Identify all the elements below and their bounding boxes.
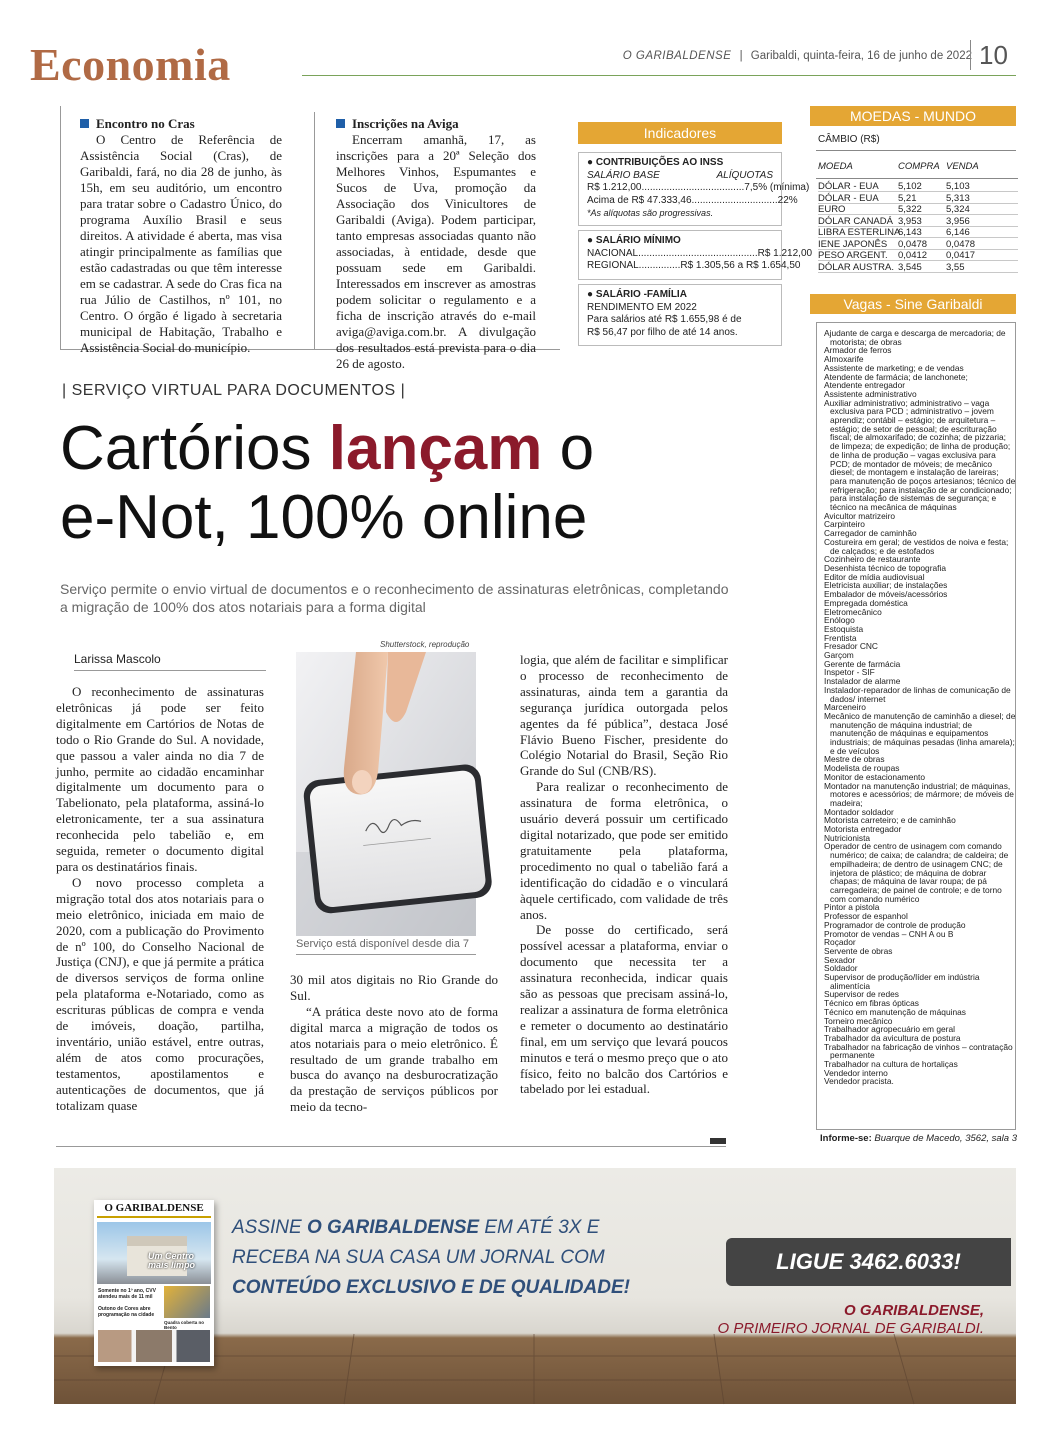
article-paragraph: 30 mil atos digitais no Rio Grande do Sul.	[290, 972, 498, 1003]
inss-col2: ALÍQUOTAS	[716, 169, 773, 181]
vaga-item: Eletricista auxiliar; de instalações	[824, 580, 948, 591]
thumb-teaser-3: Quadra coberta no Bento	[164, 1320, 205, 1330]
article-kicker: | SERVIÇO VIRTUAL PARA DOCUMENTOS |	[62, 382, 406, 399]
sf-line1: RENDIMENTO EM 2022	[587, 301, 697, 313]
vaga-item: Costureira em geral; de vestidos de noiva e festa; de calçados; e de estofados	[824, 536, 1009, 556]
vaga-item: Motorista carreteiro; e de caminhão	[824, 815, 956, 826]
currency-name: PESO ARGENT.	[818, 250, 888, 261]
square-bullet-icon	[336, 119, 345, 128]
currency-sell: 6,146	[946, 227, 970, 238]
vaga-item: Marceneiro	[824, 702, 866, 713]
vaga-item: Assistente administrativo	[824, 388, 917, 399]
vaga-item: Almoxarife	[824, 354, 864, 365]
currency-buy: 3,953	[898, 215, 922, 227]
currency-name: LIBRA ESTERLINA	[818, 227, 901, 238]
author-rule	[74, 670, 266, 671]
article-paragraph: logia, que além de facilitar e simplificar o processo de reconhecimento de assinaturas, ainda tem a garantia da segurança jurídica outorgada pelos agentes da fé pública”, destaca José Flávio Bueno Fischer, presidente do Colégio Notarial do Brasil, Seção Rio Grande do Sul (CNB/RS).	[520, 652, 728, 779]
currency-buy: 6,143	[898, 227, 922, 238]
vaga-item: Enólogo	[824, 615, 855, 626]
currency-buy: 0,0478	[898, 238, 928, 250]
currency-buy: 5,322	[898, 204, 922, 215]
inss-row1-right: 7,5% (mínima)	[744, 182, 810, 194]
vaga-item: Cozinheiro de restaurante	[824, 554, 921, 565]
ad-slogan	[704, 1302, 984, 1338]
article-lead: Serviço permite o envio virtual de documentos e o reconhecimento de assinaturas eletrônicas, completando a migração de 100% dos atos notariais para a forma digital	[60, 581, 729, 615]
inss-row1-left: R$ 1.212,00.....................................	[587, 182, 745, 194]
salario-minimo-box	[578, 230, 813, 280]
ad-line-3: CONTEÚDO EXCLUSIVO E DE QUALIDADE!	[232, 1277, 630, 1298]
moedas-header-rule	[816, 178, 1018, 179]
article-paragraph: De posse do certificado, será possível acessar a plataforma, enviar o documento que necessita ter a assinatura reconhecida, indicar quais são as pessoas que precisam assiná-lo, realizar a assinatura de forma eletrônica e remeter o documento ao destinatário final, em um serviço que levará poucos minutos e terá o mesmo preço que o ato físico, feito no balcão dos Cartórios e tabelado por lei estadual.	[520, 922, 728, 1097]
vaga-item: Pintor a pistola	[824, 902, 880, 913]
vaga-item: Monitor de estacionamento	[824, 771, 926, 782]
vaga-item: Supervisor de produção/líder em indústria alimentícia	[824, 972, 980, 991]
vaga-item: Armador de ferros	[824, 345, 892, 356]
vaga-item: Professor de espanhol	[824, 911, 908, 922]
header-meta	[600, 50, 972, 62]
currency-sell: 0,0417	[946, 250, 976, 261]
inss-row2-right: 22%	[777, 194, 798, 206]
thumb-photos-row	[98, 1330, 210, 1362]
currency-buy: 5,102	[898, 181, 922, 192]
sf-line2: Para salários até R$ 1.655,98 é de	[587, 314, 742, 326]
note-cras-text: O Centro de Referência de Assistência Social (Cras), de Garibaldi, fará, no dia 28 de junho, às 15h, em seu auditório, um encontro para tratar sobre o Cadastro Único, do programa Auxílio Brasil e seus direitos. A atividade é aberta, mas visa atingir principalmente as famílias que estão cadastradas ou que têm interesse em se cadastrar. A sede do Cras fica na rua Júlio de Castilhos, nº 101, no Centro. O órgão é ligado à secretaria municipal de Habitação, Trabalho e Assistência Social do município.	[80, 132, 282, 355]
currency-sell: 5,324	[946, 204, 970, 215]
vaga-item: Sexador	[824, 954, 856, 965]
vagas-footer-label: Informe-se:	[820, 1133, 872, 1144]
dateline: Garibaldi, quinta-feira, 16 de junho de 2022	[750, 50, 972, 62]
inss-note: *As alíquotas são progressivas.	[587, 208, 714, 219]
article-column-3	[520, 652, 728, 1097]
headline-line2: e-Not, 100% online	[60, 483, 588, 552]
currency-name: DÓLAR - EUA	[818, 181, 879, 192]
currency-row	[818, 193, 1018, 204]
vaga-item: Técnico em manutenção de máquinas	[824, 1006, 966, 1017]
ad-line-1: ASSINE O GARIBALDENSE EM ATÉ 3X E	[232, 1217, 600, 1238]
moedas-panel	[810, 106, 1016, 275]
vaga-item: Montador na manutenção industrial; de máquinas, motores e acessórios; de mármore; de móveis de madeira;	[824, 780, 1014, 808]
vaga-item: Roçador	[824, 937, 856, 948]
vagas-list	[824, 329, 1016, 1086]
article-rule	[56, 1146, 726, 1147]
vaga-item: Fresador CNC	[824, 641, 878, 652]
vaga-item: Inspetor - SIF	[824, 667, 875, 678]
currency-name: DÓLAR AUSTRA.	[818, 261, 895, 273]
article-author: Larissa Mascolo	[74, 652, 161, 666]
phone-hand-illustration	[296, 652, 476, 936]
vaga-item: Auxiliar administrativo; administrativo – vaga exclusiva para PCD ; administrativo – jovem aprendiz; contábil – estágio; de arquitetura – estágio; de setor de pessoal; de escrituração fiscal; de almoxarifado; de cozinha; de pizzaria; de limpeza; de expedição; de linha de produção; de linha de produção – vagas exclusiva para PCD; de montador de móveis; de mecânico diesel; de montagem e instalação de lareiras; para manutenção de poços artesianos; técnico de refrigeração; para instalação de ar condicionado; para instalação de sistemas de segurança; e técnico na mecânica de máquinas	[824, 397, 1016, 513]
currency-row	[818, 204, 1018, 215]
inss-col1: SALÁRIO BASE	[587, 169, 660, 181]
currency-name: EURO	[818, 204, 846, 215]
ad-line-2: RECEBA NA SUA CASA UM JORNAL COM	[232, 1247, 605, 1268]
vaga-item: Desenhista técnico de topografia	[824, 562, 946, 573]
notes-divider	[314, 112, 315, 350]
sf-line3: R$ 56,47 por filho de até 14 anos.	[587, 326, 738, 338]
square-bullet-icon	[80, 119, 89, 128]
photo-credit: Shutterstock, reprodução	[380, 640, 470, 649]
ad-slogan-1: O GARIBALDENSE,	[843, 1302, 984, 1319]
vaga-item: Eletromecânico	[824, 606, 882, 617]
vaga-item: Montador soldador	[824, 806, 894, 817]
vaga-item: Técnico em fibras ópticas	[824, 998, 919, 1009]
vaga-item: Trabalhador da avicultura de postura	[824, 1032, 961, 1043]
currency-name: IENE JAPONÊS	[818, 238, 888, 250]
vagas-footer-text: Buarque de Macedo, 3562, sala 3	[874, 1133, 1017, 1144]
currency-row	[818, 227, 1018, 238]
salario-familia-box	[578, 284, 782, 346]
thumb-masthead: O GARIBALDENSE	[104, 1202, 204, 1214]
indicadores-title: Indicadores	[578, 122, 782, 144]
ad-slogan-2: O PRIMEIRO JORNAL DE GARIBALDI.	[717, 1320, 984, 1337]
salario-familia-heading: ● SALÁRIO -FAMÍLIA	[587, 289, 687, 300]
vaga-item: Instalador de alarme	[824, 676, 901, 687]
indicadores-panel	[578, 122, 813, 346]
salario-minimo-heading: ● SALÁRIO MÍNIMO	[587, 235, 681, 246]
vaga-item: Torneiro mecânico	[824, 1015, 893, 1026]
vaga-item: Nutricionista	[824, 832, 871, 843]
article-end-mark	[710, 1138, 726, 1144]
article-headline	[60, 414, 760, 552]
currency-sell: 3,55	[946, 261, 965, 273]
vaga-item: Frentista	[824, 632, 857, 643]
inss-row2-left: Acima de R$ 47.333,46...............................	[587, 194, 778, 206]
vaga-item: Empregada doméstica	[824, 597, 908, 608]
vaga-item: Soldador	[824, 963, 858, 974]
header-separator: |	[739, 50, 743, 62]
newspaper-name: O GARIBALDENSE	[622, 50, 732, 62]
vaga-item: Estoquista	[824, 623, 864, 634]
note-cras-title: Encontro no Cras	[80, 116, 282, 132]
header-rule	[302, 75, 1016, 76]
article-paragraph: “A prática deste novo ato de forma digital marca a migração de todos os atos notariais para o meio eletrônico. É resultado de um grande trabalho em busca do avanço na desburocratização da prestação de serviços públicos por meio da tecno-	[290, 1003, 498, 1115]
vaga-item: Modelista de roupas	[824, 763, 900, 774]
vaga-item: Trabalhador na cultura de hortaliças	[824, 1059, 958, 1070]
headline-part-b: o	[542, 414, 595, 483]
vaga-item: Trabalhador agropecuário em geral	[824, 1024, 955, 1035]
vaga-item: Promotor de vendas – CNH A ou B	[824, 928, 954, 939]
vagas-footer	[820, 1133, 1020, 1144]
vaga-item: Garçom	[824, 650, 854, 661]
moedas-header-row: MOEDA COMPRA VENDA	[818, 161, 979, 172]
vaga-item: Servente de obras	[824, 945, 893, 956]
currency-row	[818, 239, 1018, 250]
subscription-ad	[54, 1168, 1016, 1404]
article-photo	[296, 652, 476, 936]
currency-buy: 3,545	[898, 261, 922, 273]
article-paragraph: Para realizar o reconhecimento de assinatura de forma eletrônica, o usuário deverá possuir um certificado digital notarizado, que pode ser emitido gratuitamente pela plataforma, procedimento no qual o tabelião fará a identificação do cidadão e o vinculará àquele certificado, com validade de três anos.	[520, 779, 728, 922]
sm-row2-left: REGIONAL...............	[587, 260, 681, 272]
section-title: Economia	[30, 39, 231, 90]
thumb-teaser-1: Somente no 1º ano, CVV atendeu mais de 11 mil	[98, 1288, 156, 1300]
vaga-item: Instalador-reparador de linhas de comunicação de dados/ internet	[824, 684, 1011, 704]
article-column-2	[290, 972, 498, 1115]
vaga-item: Trabalhador na fabricação de vinhos – contratação permanente	[824, 1041, 1013, 1061]
thumb-teaser-2: Outono de Cores abre programação na cidade	[98, 1306, 155, 1318]
currency-sell: 3,956	[946, 215, 970, 227]
currency-sell: 5,313	[946, 192, 970, 204]
vaga-item: Motorista entregador	[824, 824, 902, 835]
vaga-item: Mecânico de manutenção de caminhão a diesel; de manutenção de máquina industrial; de manutenção de máquinas e equipamentos industriais; de máquinas pesadas (linha amarela); e de veículos	[824, 710, 1016, 756]
moedas-title: MOEDAS - MUNDO	[810, 106, 1016, 126]
currency-buy: 0,0412	[898, 250, 928, 261]
headline-part-a: Cartórios	[60, 414, 329, 483]
currency-sell: 0,0478	[946, 238, 976, 250]
moedas-table	[818, 151, 1016, 275]
vaga-item: Assistente de marketing; e de vendas	[824, 362, 964, 373]
note-aviga-text: Encerram amanhã, 17, as inscrições para a 20ª Seleção dos Melhores Vinhos, Espumantes e Sucos de Uva, promoção da Associação dos Vinicultores de Garibaldi (Aviga). Podem participar, tanto empresas associadas quanto não associadas, à entidade, desde que possuam sede em Garibaldi. Interessados em inscrever as amostras podem solicitar o regulamento e a ficha de inscrição através do e-mail aviga@aviga.com.br. A divulgação dos resultados está prevista para o dia 26 de agosto.	[336, 132, 536, 371]
currency-name: DÓLAR CANADÁ	[818, 215, 893, 227]
phone-box	[726, 1238, 1011, 1286]
vagas-panel	[810, 294, 1016, 314]
page-number: 10	[970, 40, 1008, 70]
headline-highlight: lançam	[328, 414, 543, 483]
photo-caption: Serviço está disponível desde dia 7	[296, 938, 470, 950]
currency-row	[818, 181, 1018, 192]
thumb-rule	[97, 1216, 211, 1218]
vaga-item: Operador de centro de usinagem com comando numérico; de caixa; de calandra; de caldeira; de empilhadeira; de dentro de usinagem CNC; de injetora de plástico; de máquina de dobrar chapas; de máquina de lavar roupa; de pá carregadeira; de painel de controle; e de torno com comando numérico	[824, 841, 1009, 904]
thumb-headline: Um Centro mais limpo	[148, 1251, 196, 1270]
vaga-item: Mestre de obras	[824, 754, 885, 765]
sm-row1-left: NACIONAL...........................................	[587, 247, 758, 259]
article-paragraph: O reconhecimento de assinaturas eletrônicas já pode ser feito digitalmente em Cartórios de Notas de todo o Rio Grande do Sul. A novidade, que passou a valer ainda no dia 7 de junho, permite ao cidadão encaminhar digitalmente um documento para o Tabelionato, pela plataforma, assiná-lo eletronicamente, ter a sua assinatura reconhecida pelo tabelião e, em seguida, remeter o documento digital para os destinatários finais.	[56, 684, 264, 874]
currency-sell: 5,103	[946, 181, 970, 192]
currency-name: DÓLAR - EUA	[818, 192, 879, 204]
vaga-item: Programador de controle de produção	[824, 919, 966, 930]
vaga-item: Vendedor pracista.	[824, 1076, 894, 1087]
vaga-item: Vendedor interno	[824, 1067, 888, 1078]
vaga-item: Carpinteiro	[824, 519, 865, 530]
vaga-item: Gerente de farmácia	[824, 658, 901, 669]
currency-row	[818, 250, 1018, 261]
inss-heading: ● CONTRIBUIÇÕES AO INSS	[587, 157, 724, 168]
vaga-item: Embalador de móveis/acessórios	[824, 589, 948, 600]
currency-row	[818, 262, 1018, 273]
vaga-item: Ajudante de carga e descarga de mercadoria; de motorista; de obras	[824, 328, 1006, 347]
phone-label: LIGUE 3462.6033!	[776, 1249, 961, 1274]
thumb-photo-2	[164, 1286, 210, 1318]
vagas-title: Vagas - Sine Garibaldi	[810, 294, 1016, 314]
sm-row1-right: R$ 1.212,00	[757, 247, 813, 259]
vaga-item: Atendente de farmácia; de lanchonete;	[824, 371, 968, 382]
note-aviga-title: Inscrições na Aviga	[336, 116, 536, 132]
article-column-1	[56, 684, 264, 1113]
note-aviga	[336, 116, 536, 372]
newspaper-thumbnail	[94, 1200, 214, 1366]
currency-buy: 5,21	[898, 192, 917, 204]
vaga-item: Avicultor matrizeiro	[824, 510, 896, 521]
article-paragraph: O novo processo completa a migração total dos atos notariais para o meio eletrônico, iniciada em maio de 2020, com a publicação do Provimento de nº 100, do Conselho Nacional de Justiça (CNJ), e que já permite a prática de diversos serviços de forma online pela plataforma e-Notariado, como as escrituras públicas de compra e venda de imóveis, doação, partilha, inventário, união estável, entre outras, além de atos como procurações, testamentos, apostilamentos e autenticações de documentos, que já totalizam quase	[56, 874, 264, 1113]
inss-box	[578, 152, 810, 226]
vaga-item: Editor de mídia audiovisual	[824, 571, 925, 582]
sm-row2-right: R$ 1.305,56 a R$ 1.654,50	[680, 260, 801, 272]
currency-row	[818, 216, 1018, 227]
vaga-item: Supervisor de redes	[824, 989, 899, 1000]
photo-rule	[296, 954, 476, 955]
note-cras	[80, 116, 282, 356]
vaga-item: Atendente entregador	[824, 380, 906, 391]
vaga-item: Carregador de caminhão	[824, 528, 917, 539]
moedas-subtitle: CÂMBIO (R$)	[818, 134, 880, 145]
